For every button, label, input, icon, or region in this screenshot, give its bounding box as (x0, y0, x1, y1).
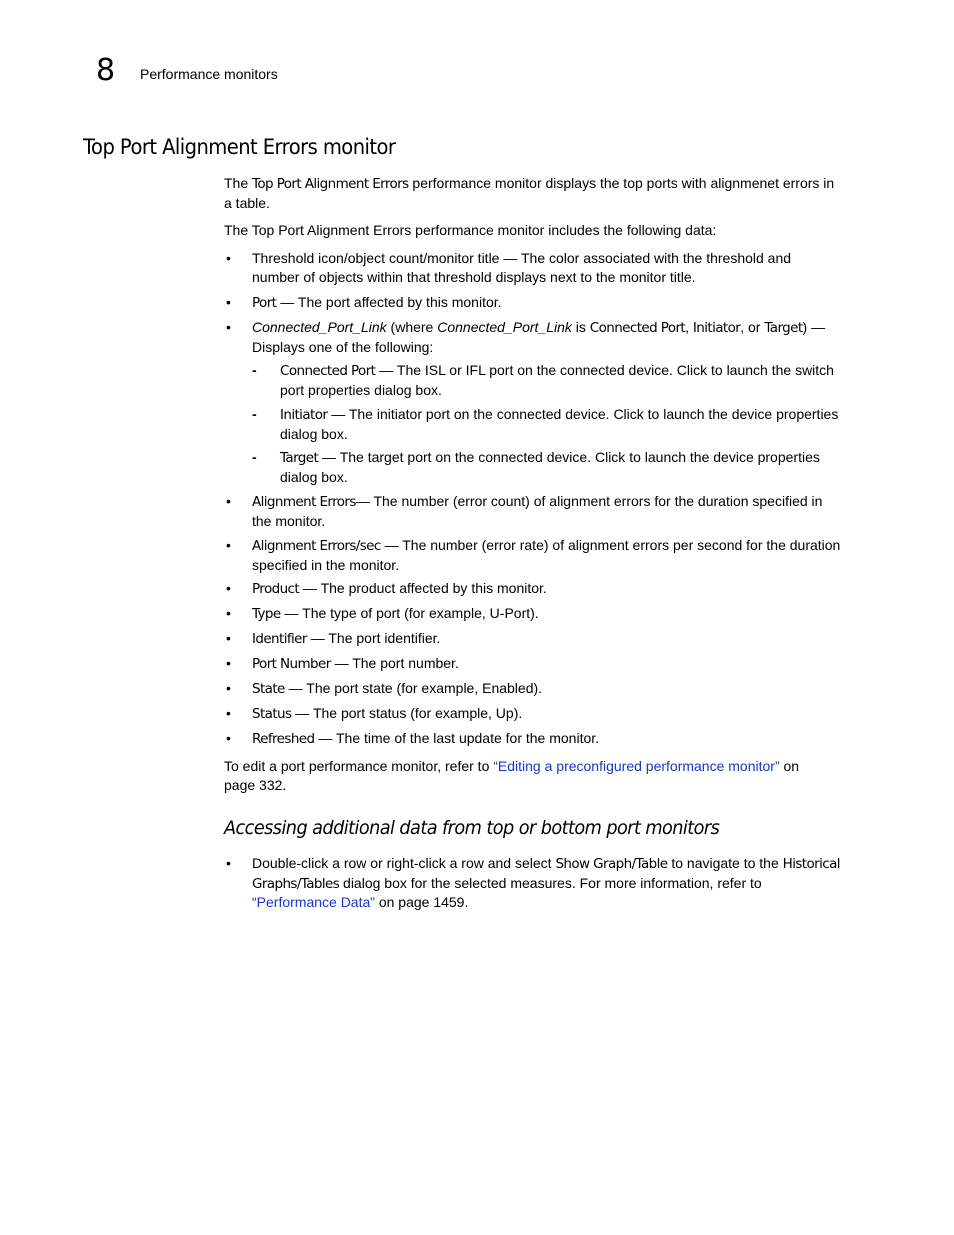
bullet-marker: • (226, 319, 231, 335)
bullet-marker: • (226, 294, 231, 310)
list-item-text: — The port status (for example, Up). (291, 705, 523, 721)
paragraph-text: on (779, 758, 800, 774)
sub-item-text: dialog box. (280, 425, 348, 442)
list-item-term: Product (252, 581, 300, 597)
sub-item-term: Initiator (280, 407, 328, 423)
sub-item-text: dialog box. (280, 468, 348, 485)
list-item-text: on page 1459. (374, 894, 469, 911)
paragraph-text: To edit a port performance monitor, refer to (224, 758, 494, 774)
list-item (252, 293, 872, 313)
bullet-marker: • (226, 630, 231, 646)
list-item-term: State (252, 681, 285, 697)
sub-item-term: Connected Port (280, 363, 376, 379)
list-item-text: the monitor. (252, 512, 326, 529)
list-item-text: Connected_Port_Link (252, 319, 387, 335)
list-item-text: to navigate to the (667, 855, 783, 871)
list-item-text: — The time of the last update for the monitor. (314, 730, 600, 746)
list-item-text: Threshold icon/object count/monitor title — The color associated with the threshold and (252, 250, 792, 266)
bullet-marker: • (226, 705, 231, 721)
list-item-term: Status (252, 706, 292, 722)
sub-list-item (280, 361, 870, 399)
list-item-term: Alignment Errors/sec (252, 538, 381, 554)
intro-text: The (224, 175, 253, 191)
sub-item-text: — The ISL or IFL port on the connected device. Click to launch the switch (375, 362, 834, 378)
paragraph-text: page 332. (224, 776, 287, 793)
chapter-number: 8 (96, 53, 116, 88)
list-item-term: Type (252, 606, 281, 622)
list-item (252, 729, 872, 749)
list-item-term: Historical (782, 856, 840, 872)
list-item-term: Refreshed (252, 731, 315, 747)
sub-bullet-marker: - (252, 362, 257, 378)
list-item-text: — The number (error rate) of alignment errors per second for the duration (380, 537, 841, 553)
list-item-text: ) — (802, 319, 826, 335)
list-item (252, 854, 872, 912)
performance-data-link[interactable]: “Performance Data” (252, 894, 375, 911)
list-item-text: Connected_Port_Link (437, 319, 572, 335)
list-item-text: specified in the monitor. (252, 556, 400, 573)
list-item-term: Port (252, 295, 277, 311)
list-item-text: number of objects within that threshold displays next to the monitor title. (252, 268, 696, 285)
list-item (252, 249, 872, 286)
list-item-text: — The product affected by this monitor. (299, 580, 547, 596)
bullet-marker: • (226, 250, 231, 266)
intro-text: performance monitor displays the top ports with alignmenet errors in (408, 175, 835, 191)
list-item-term: Initiator (692, 320, 741, 336)
sub-item-term: Target (280, 450, 319, 466)
sub-item-text: port properties dialog box. (280, 381, 442, 398)
subsection-title: Accessing additional data from top or bottom port monitors (224, 817, 720, 839)
list-item-text: — The type of port (for example, U-Port). (280, 605, 539, 621)
list-item (252, 536, 872, 574)
sub-item-text: — The target port on the connected device. Click to launch the device properties (318, 449, 820, 465)
list-item-text: , or (740, 319, 765, 335)
list-item-text: — The port number. (330, 655, 459, 671)
bullet-marker: • (226, 680, 231, 696)
sub-bullet-marker: - (252, 449, 257, 465)
list-item (252, 318, 872, 356)
list-item-text: is (571, 319, 590, 335)
list-item-text: (where (386, 319, 438, 335)
bullet-marker: • (226, 580, 231, 596)
list-item-text: Displays one of the following: (252, 338, 434, 355)
list-item-term: Show Graph/Table (555, 856, 668, 872)
list-item-term: Connected Port (589, 320, 686, 336)
bullet-marker: • (226, 537, 231, 553)
list-item-text: Double-click a row or right-click a row and select (252, 855, 556, 871)
bullet-marker: • (226, 655, 231, 671)
list-item-term: Target (764, 320, 803, 336)
list-item-text: — The number (error count) of alignment errors for the duration specified in (355, 493, 823, 509)
list-item (252, 579, 872, 599)
list-item (252, 604, 872, 624)
bullet-marker: • (226, 730, 231, 746)
bullet-marker: • (226, 855, 231, 871)
list-item-term: Graphs/Tables (252, 875, 340, 892)
bullet-marker: • (226, 493, 231, 509)
sub-list-item (280, 448, 870, 486)
intro-term: Top Port Alignment Errors (252, 176, 409, 192)
list-item (252, 629, 872, 649)
list-item (252, 654, 872, 674)
sub-bullet-marker: - (252, 406, 257, 422)
list-item-text: dialog box for the selected measures. For more information, refer to (339, 874, 762, 891)
list-item (252, 679, 872, 699)
list-item-term: Alignment Errors (252, 494, 356, 510)
list-item-text: — The port identifier. (306, 630, 441, 646)
sub-list-item (280, 405, 870, 443)
list-item (252, 704, 872, 724)
edit-reference-paragraph (224, 757, 869, 794)
bullet-marker: • (226, 605, 231, 621)
intro-text: a table. (224, 194, 270, 211)
list-item (252, 492, 872, 530)
intro-paragraph (224, 174, 869, 212)
intro-paragraph-2: The Top Port Alignment Errors performance monitor includes the following data: (224, 222, 717, 238)
list-item-text: , (685, 319, 693, 335)
list-item-text: — The port affected by this monitor. (276, 294, 502, 310)
section-title: Top Port Alignment Errors monitor (83, 135, 396, 159)
list-item-term: Identifier (252, 631, 307, 647)
running-header: Performance monitors (140, 66, 278, 82)
list-item-term: Port Number (252, 656, 331, 672)
sub-item-text: — The initiator port on the connected device. Click to launch the device properties (327, 406, 839, 422)
list-item-text: — The port state (for example, Enabled). (284, 680, 543, 696)
editing-monitor-link[interactable]: “Editing a preconfigured performance monitor” (493, 758, 780, 774)
